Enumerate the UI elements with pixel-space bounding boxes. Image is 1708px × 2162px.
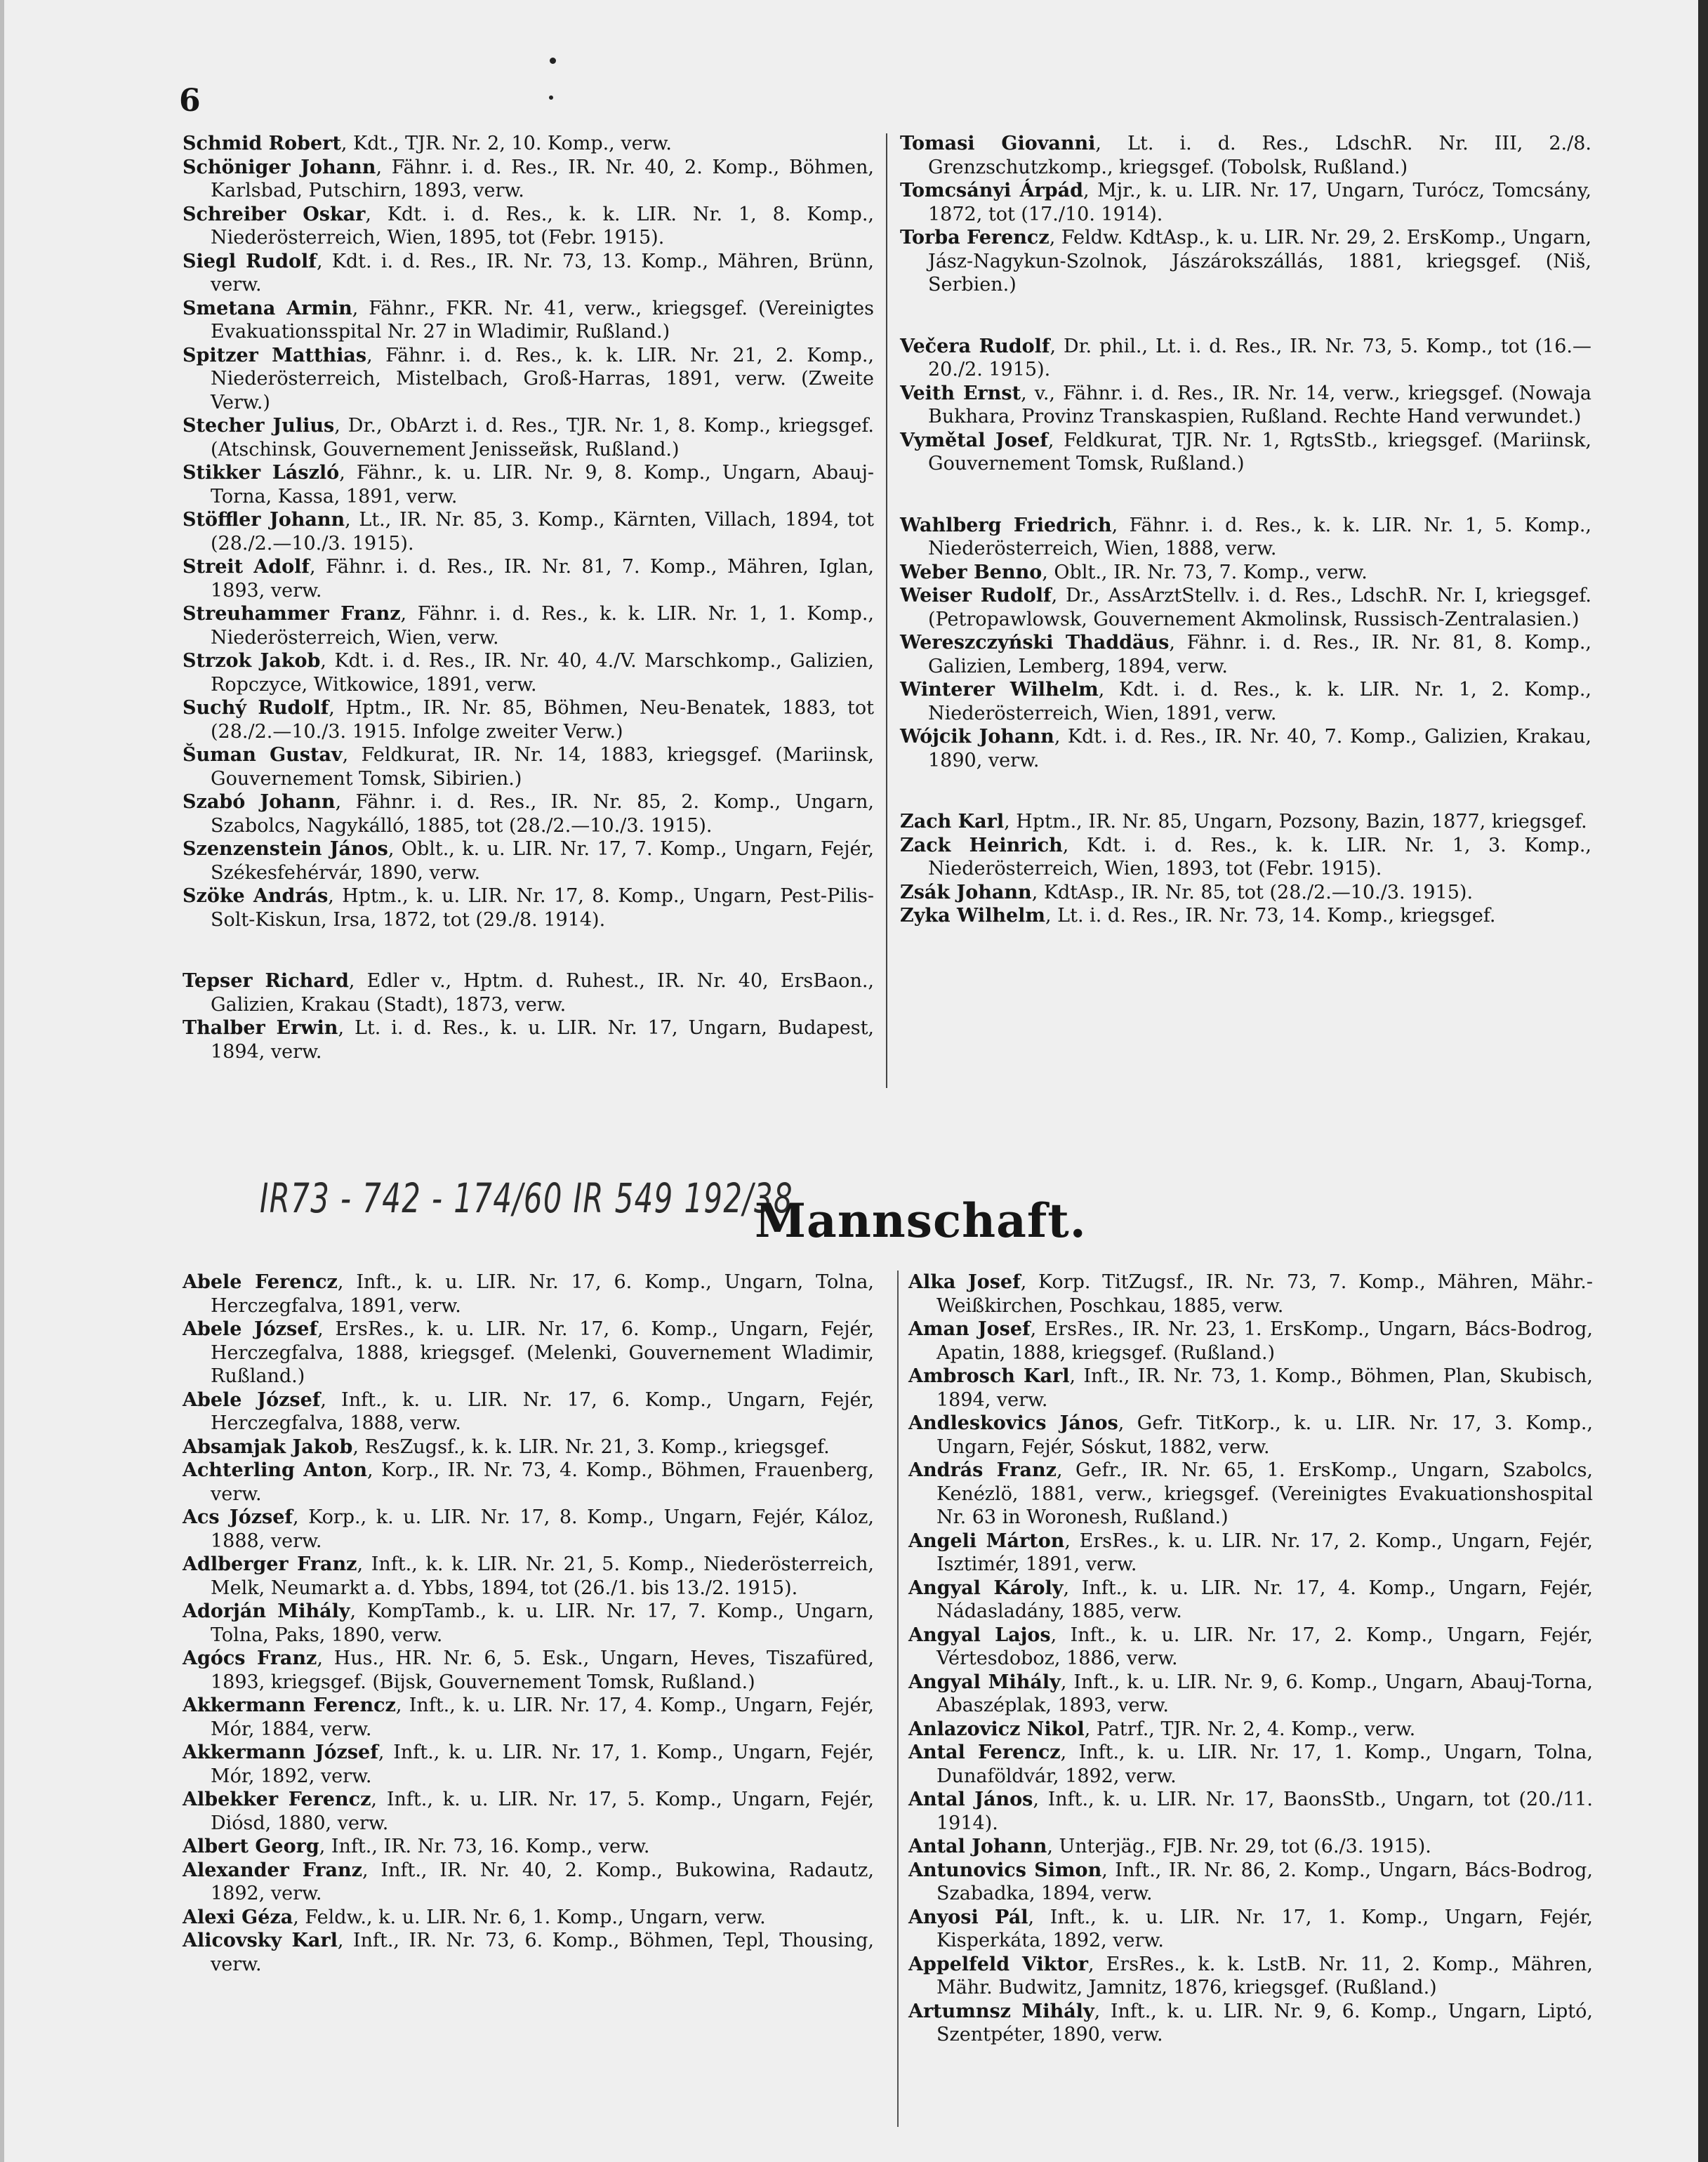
casualty-entry <box>183 1459 874 1506</box>
handwritten-note <box>256 1146 797 1251</box>
casualty-entry <box>908 1577 1593 1624</box>
entry-details: , Inft., IR. Nr. 73, 16. Komp., verw. <box>319 1836 650 1857</box>
casualty-entry <box>183 1859 874 1906</box>
casualty-entry <box>908 1859 1593 1906</box>
casualty-entry <box>183 1271 874 1318</box>
casualty-entry <box>183 1835 874 1859</box>
entry-name: Angyal Lajos <box>908 1624 1051 1646</box>
entry-name: Appelfeld Viktor <box>908 1953 1089 1975</box>
entry-name: Antunovics Simon <box>908 1859 1102 1881</box>
entry-name: Szöke András <box>183 885 329 907</box>
entry-details: , Hptm., IR. Nr. 85, Böhmen, Neu-Benatek, 1883, tot (28./2.—10./3. 1915. Infolge zweiter Verw.) <box>211 697 874 743</box>
entry-details: , Fähnr. i. d. Res., IR. Nr. 40, 2. Komp., Böhmen, Karlsbad, Putschirn, 1893, verw. <box>211 156 874 201</box>
casualty-entry <box>183 1553 874 1600</box>
entry-name: Zack Heinrich <box>900 834 1063 856</box>
entry-name: Torba Ferencz <box>900 227 1050 248</box>
entry-name: Stikker László <box>183 462 340 484</box>
entry-details: , Inft., k. u. LIR. Nr. 9, 6. Komp., Ungarn, Liptó, Szentpéter, 1890, verw. <box>936 2000 1593 2045</box>
entry-details: , Inft., IR. Nr. 86, 2. Komp., Ungarn, Bács-Bodrog, Szabadka, 1894, verw. <box>936 1859 1593 1904</box>
casualty-entry <box>183 1318 874 1388</box>
entry-details: , Dr., AssArztStellv. i. d. Res., LdschR. Nr. I, kriegsgef. (Petropawlowsk, Gouvernement Akmolinsk, Russisch-Zentralasien.) <box>928 585 1592 630</box>
entry-details: , Inft., k. k. LIR. Nr. 21, 5. Komp., Niederösterreich, Melk, Neumarkt a. d. Ybbs, 1894, tot (26./1. bis 13./2. 1915). <box>211 1553 874 1599</box>
entry-details: , Hptm., IR. Nr. 85, Ungarn, Pozsony, Bazin, 1877, kriegsgef. <box>1004 811 1587 833</box>
entry-name: Antal Johann <box>908 1836 1047 1857</box>
entry-name: Streuhammer Franz <box>183 603 401 625</box>
entry-spacer <box>900 297 1591 335</box>
entry-name: Alexander Franz <box>183 1859 362 1881</box>
entry-details: , Patrf., TJR. Nr. 2, 4. Komp., verw. <box>1084 1718 1416 1740</box>
entry-details: , Inft., IR. Nr. 40, 2. Komp., Bukowina, Radautz, 1892, verw. <box>211 1859 874 1904</box>
entry-details: , Fähnr. i. d. Res., IR. Nr. 81, 7. Komp., Mähren, Iglan, 1893, verw. <box>211 556 874 602</box>
scan-right-edge <box>1698 0 1708 2162</box>
column-divider <box>886 133 887 1088</box>
entry-spacer <box>900 476 1591 514</box>
entry-details: , Inft., k. u. LIR. Nr. 17, 6. Komp., Ungarn, Tolna, Herczegfalva, 1891, verw. <box>211 1271 874 1317</box>
casualty-entry <box>908 1530 1593 1577</box>
casualty-entry <box>908 1788 1593 1835</box>
casualty-entry <box>908 1671 1593 1718</box>
entry-details: , ResZugsf., k. k. LIR. Nr. 21, 3. Komp., kriegsgef. <box>352 1435 830 1458</box>
casualty-entry <box>183 203 874 250</box>
casualty-entry <box>900 725 1591 772</box>
casualty-entry <box>183 344 874 415</box>
casualty-entry <box>908 1906 1593 1953</box>
casualty-entry <box>900 631 1591 678</box>
entry-name: Schmid Robert <box>183 133 341 154</box>
entry-name: Alicovsky Karl <box>183 1930 338 1951</box>
entry-details: , ErsRes., k. u. LIR. Nr. 17, 2. Komp., Ungarn, Fejér, Isztimér, 1891, verw. <box>936 1530 1593 1575</box>
casualty-entry <box>183 1016 874 1063</box>
casualty-entry <box>183 743 874 790</box>
entry-name: Večera Rudolf <box>900 335 1050 357</box>
entry-details: , Kdt. i. d. Res., IR. Nr. 40, 7. Komp., Galizien, Krakau, 1890, verw. <box>928 726 1592 771</box>
entry-name: Akkermann Ferencz <box>183 1695 396 1716</box>
entry-details: , Gefr. TitKorp., k. u. LIR. Nr. 17, 3. Komp., Ungarn, Fejér, Sóskut, 1882, verw. <box>936 1412 1594 1458</box>
entry-name: Aman Josef <box>908 1318 1031 1340</box>
entry-name: Weiser Rudolf <box>900 585 1052 606</box>
entry-name: Absamjak Jakob <box>183 1435 353 1458</box>
casualty-entry <box>900 904 1591 928</box>
entry-details: , Inft., IR. Nr. 73, 1. Komp., Böhmen, Plan, Skubisch, 1894, verw. <box>936 1365 1593 1411</box>
casualty-entry <box>183 461 874 508</box>
entry-details: , Inft., k. u. LIR. Nr. 17, 1. Komp., Ungarn, Fejér, Mór, 1892, verw. <box>211 1742 874 1787</box>
casualty-entry <box>900 226 1591 297</box>
entry-spacer <box>900 772 1591 810</box>
entry-name: Angyal Mihály <box>908 1671 1061 1693</box>
entry-details: , Inft., k. u. LIR. Nr. 17, 4. Komp., Ungarn, Fejér, Nádasladány, 1885, verw. <box>936 1577 1593 1622</box>
entry-details: , Gefr., IR. Nr. 65, 1. ErsKomp., Ungarn, Szabolcs, Kenézlö, 1881, verw., kriegsgef. (Vereinigtes Evakuationshospital Nr. 63 in Woronesh, Rußland.) <box>936 1459 1594 1528</box>
casualty-entry <box>183 508 874 555</box>
entry-details: , Korp., k. u. LIR. Nr. 17, 8. Komp., Ungarn, Fejér, Káloz, 1888, verw. <box>211 1506 874 1552</box>
entry-name: Siegl Rudolf <box>183 250 317 272</box>
entry-details: , Lt. i. d. Res., IR. Nr. 73, 14. Komp., kriegsgef. <box>1045 905 1496 927</box>
entry-details: , Kdt. i. d. Res., k. k. LIR. Nr. 1, 3. Komp., Niederösterreich, Wien, 1893, tot (Febr. 1915). <box>928 834 1591 880</box>
entry-name: Agócs Franz <box>183 1647 317 1669</box>
casualty-entry <box>183 790 874 837</box>
casualty-entry <box>183 1600 874 1647</box>
entry-name: Angeli Márton <box>908 1530 1065 1552</box>
casualty-entry <box>900 335 1591 382</box>
entry-details: , Inft., k. u. LIR. Nr. 9, 6. Komp., Ungarn, Abauj-Torna, Abaszéplak, 1893, verw. <box>936 1671 1593 1716</box>
entry-name: Abele József <box>183 1388 321 1411</box>
entry-name: Weber Benno <box>900 561 1042 583</box>
entry-details: , Fähnr., k. u. LIR. Nr. 9, 8. Komp., Ungarn, Abauj-Torna, Kassa, 1891, verw. <box>211 462 874 508</box>
scan-speck <box>549 95 553 100</box>
entry-name: Wereszczyński Thaddäus <box>900 632 1170 654</box>
entry-details: , KdtAsp., IR. Nr. 85, tot (28./2.—10./3. 1915). <box>1031 881 1474 903</box>
entry-details: , Fähnr. i. d. Res., k. k. LIR. Nr. 21, 2. Komp., Niederösterreich, Mistelbach, Groß-Harras, 1891, verw. (Zweite Verw.) <box>211 344 874 413</box>
entry-name: Anlazovicz Nikol <box>908 1718 1085 1740</box>
entry-details: , Mjr., k. u. LIR. Nr. 17, Ungarn, Turócz, Tomcsány, 1872, tot (17./10. 1914). <box>928 180 1591 225</box>
scan-left-edge <box>0 0 4 2162</box>
casualty-entry <box>900 678 1591 725</box>
entry-name: Antal János <box>908 1789 1033 1810</box>
entry-details: , Lt., IR. Nr. 85, 3. Komp., Kärnten, Villach, 1894, tot (28./2.—10./3. 1915). <box>211 509 875 555</box>
casualty-entry <box>908 1412 1593 1459</box>
casualty-entry <box>900 132 1591 179</box>
entry-name: Tomasi Giovanni <box>900 133 1096 154</box>
entry-name: Abele József <box>183 1318 318 1340</box>
entry-name: Adlberger Franz <box>183 1553 357 1575</box>
casualty-entry <box>183 1506 874 1553</box>
entry-details: , Fähnr., FKR. Nr. 41, verw., kriegsgef. (Vereinigtes Evakuationsspital Nr. 27 in Wladimir, Rußland.) <box>211 297 874 343</box>
casualty-entry <box>183 1647 874 1694</box>
casualty-entry <box>183 837 874 884</box>
entry-details: , ErsRes., k. k. LstB. Nr. 11, 2. Komp., Mähren, Mähr. Budwitz, Jamnitz, 1876, kriegsgef. (Rußland.) <box>936 1953 1593 1998</box>
entry-name: Thalber Erwin <box>183 1017 338 1039</box>
casualty-entry <box>908 1741 1593 1788</box>
casualty-entry <box>908 2000 1593 2047</box>
entry-details: , Feldw. KdtAsp., k. u. LIR. Nr. 29, 2. ErsKomp., Ungarn, Jász-Nagykun-Szolnok, Jászárokszállás, 1881, kriegsgef. (Niš, Serbien.) <box>928 227 1591 296</box>
casualty-entry <box>900 429 1591 476</box>
entry-name: Alexi Géza <box>183 1906 293 1928</box>
casualty-entry <box>183 969 874 1016</box>
entry-name: Akkermann József <box>183 1742 378 1763</box>
entry-details: , Oblt., IR. Nr. 73, 7. Komp., verw. <box>1042 561 1368 583</box>
entry-name: Antal Ferencz <box>908 1742 1061 1763</box>
entry-details: , Lt. i. d. Res., LdschR. Nr. III, 2./8. Grenzschutzkomp., kriegsgef. (Tobolsk, Rußland.) <box>928 133 1591 178</box>
entry-details: , Korp. TitZugsf., IR. Nr. 73, 7. Komp., Mähren, Mähr.-Weißkirchen, Poschkau, 1885, verw. <box>936 1271 1593 1317</box>
entry-details: , KompTamb., k. u. LIR. Nr. 17, 7. Komp., Ungarn, Tolna, Paks, 1890, verw. <box>211 1600 874 1646</box>
entry-details: , Inft., k. u. LIR. Nr. 17, 1. Komp., Ungarn, Fejér, Kisperkáta, 1892, verw. <box>936 1906 1593 1951</box>
entry-name: Szenzenstein János <box>183 838 388 860</box>
entry-name: Suchý Rudolf <box>183 697 329 719</box>
casualty-entry <box>908 1318 1593 1365</box>
entry-details: , Feldkurat, IR. Nr. 14, 1883, kriegsgef. (Mariinsk, Gouvernement Tomsk, Sibirien.) <box>211 744 874 790</box>
entry-name: Anyosi Pál <box>908 1906 1028 1928</box>
entry-details: , Hptm., k. u. LIR. Nr. 17, 8. Komp., Ungarn, Pest-Pilis-Solt-Kiskun, Irsa, 1872, tot (29./8. 1914). <box>211 885 875 931</box>
casualty-entry <box>900 584 1591 631</box>
entry-details: , Inft., IR. Nr. 73, 6. Komp., Böhmen, Tepl, Thousing, verw. <box>211 1930 874 1975</box>
page-number: 6 <box>179 83 201 119</box>
entry-name: Wójcik Johann <box>900 726 1054 748</box>
entry-details: , Inft., k. u. LIR. Nr. 17, BaonsStb., Ungarn, tot (20./11. 1914). <box>936 1789 1593 1834</box>
casualty-entry <box>908 1271 1593 1318</box>
entry-details: , Dr. phil., Lt. i. d. Res., IR. Nr. 73, 5. Komp., tot (16.—20./2. 1915). <box>928 335 1591 380</box>
entry-name: Zach Karl <box>900 811 1005 833</box>
entry-name: Artumnsz Mihály <box>908 2000 1094 2022</box>
entry-details: , Unterjäg., FJB. Nr. 29, tot (6./3. 1915). <box>1047 1836 1431 1857</box>
entry-name: András Franz <box>908 1459 1057 1481</box>
entry-details: , Kdt. i. d. Res., k. k. LIR. Nr. 1, 8. Komp., Niederösterreich, Wien, 1895, tot (Febr. 1915). <box>211 203 875 248</box>
casualty-entry <box>183 1906 874 1930</box>
casualty-entry <box>900 561 1591 585</box>
entry-details: , Edler v., Hptm. d. Ruhest., IR. Nr. 40, ErsBaon., Galizien, Krakau (Stadt), 1873, verw. <box>211 970 874 1016</box>
casualty-entry <box>183 1388 874 1435</box>
casualty-entry <box>900 834 1591 881</box>
casualty-entry <box>900 810 1591 834</box>
entry-name: Spitzer Matthias <box>183 344 367 366</box>
enlisted-column-right <box>908 1271 1593 2047</box>
entry-details: , Feldw., k. u. LIR. Nr. 6, 1. Komp., Ungarn, verw. <box>293 1906 766 1928</box>
casualty-entry <box>908 1835 1593 1859</box>
casualty-entry <box>908 1718 1593 1742</box>
entry-name: Winterer Wilhelm <box>900 679 1099 701</box>
casualty-entry <box>900 179 1591 226</box>
entry-details: , Fähnr. i. d. Res., k. k. LIR. Nr. 1, 5. Komp., Niederösterreich, Wien, 1888, verw. <box>928 514 1591 559</box>
casualty-entry <box>908 1953 1593 2000</box>
entry-name: Vymětal Josef <box>900 429 1048 451</box>
entry-details: , Lt. i. d. Res., k. u. LIR. Nr. 17, Ungarn, Budapest, 1894, verw. <box>211 1017 875 1063</box>
entry-details: , Kdt. i. d. Res., IR. Nr. 40, 4./V. Marschkomp., Galizien, Ropczyce, Witkowice, 1891, verw. <box>211 650 874 696</box>
entry-details: , Korp., IR. Nr. 73, 4. Komp., Böhmen, Frauenberg, verw. <box>211 1459 874 1505</box>
casualty-entry <box>183 649 874 696</box>
entry-details: , Inft., k. u. LIR. Nr. 17, 1. Komp., Ungarn, Tolna, Dunaföldvár, 1892, verw. <box>936 1742 1593 1787</box>
handwritten-note-text: IR73 - 742 - 174/60 IR 549 192/38 <box>260 1174 793 1222</box>
entry-name: Albert Georg <box>183 1836 319 1857</box>
casualty-entry <box>183 1694 874 1741</box>
casualty-entry <box>183 132 874 156</box>
casualty-entry <box>183 414 874 461</box>
officer-column-left <box>183 132 874 1063</box>
entry-name: Acs József <box>183 1506 293 1528</box>
column-divider-lower <box>897 1271 899 2127</box>
casualty-entry <box>908 1459 1593 1530</box>
casualty-entry <box>183 555 874 602</box>
entry-name: Strzok Jakob <box>183 650 321 672</box>
entry-details: , v., Fähnr. i. d. Res., IR. Nr. 14, verw., kriegsgef. (Nowaja Bukhara, Provinz Transkaspien, Rußland. Rechte Hand verwundet.) <box>928 382 1592 427</box>
section-heading: Mannschaft. <box>755 1193 1087 1248</box>
casualty-entry <box>183 250 874 297</box>
casualty-entry <box>900 382 1591 429</box>
entry-name: Stöffler Johann <box>183 509 345 531</box>
casualty-entry <box>183 602 874 649</box>
entry-details: , Kdt., TJR. Nr. 2, 10. Komp., verw. <box>340 133 672 154</box>
entry-name: Schöniger Johann <box>183 156 376 178</box>
casualty-entry <box>183 297 874 344</box>
entry-details: , Inft., k. u. LIR. Nr. 17, 6. Komp., Ungarn, Fejér, Herczegfalva, 1888, verw. <box>211 1388 875 1434</box>
entry-details: , ErsRes., IR. Nr. 23, 1. ErsKomp., Ungarn, Bács-Bodrog, Apatin, 1888, kriegsgef. (Rußland.) <box>936 1318 1593 1364</box>
entry-details: , Kdt. i. d. Res., k. k. LIR. Nr. 1, 2. Komp., Niederösterreich, Wien, 1891, verw. <box>928 679 1591 724</box>
casualty-entry <box>183 1435 874 1459</box>
entry-name: Ambrosch Karl <box>908 1365 1070 1387</box>
entry-name: Zyka Wilhelm <box>900 905 1045 927</box>
entry-name: Adorján Mihály <box>183 1600 350 1622</box>
entry-name: Veith Ernst <box>900 382 1021 404</box>
entry-name: Albekker Ferencz <box>183 1789 371 1810</box>
entry-name: Abele Ferencz <box>183 1271 338 1293</box>
entry-details: , Fähnr. i. d. Res., IR. Nr. 81, 8. Komp., Galizien, Lemberg, 1894, verw. <box>928 632 1591 677</box>
entry-name: Šuman Gustav <box>183 744 343 766</box>
entry-name: Alka Josef <box>908 1271 1021 1293</box>
entry-name: Wahlberg Friedrich <box>900 514 1112 536</box>
entry-name: Achterling Anton <box>183 1459 367 1481</box>
casualty-entry <box>908 1365 1593 1412</box>
casualty-entry <box>183 1788 874 1835</box>
entry-details: , Kdt. i. d. Res., IR. Nr. 73, 13. Komp., Mähren, Brünn, verw. <box>211 250 874 296</box>
casualty-entry <box>908 1624 1593 1671</box>
entry-name: Zsák Johann <box>900 881 1032 903</box>
casualty-entry <box>900 881 1591 905</box>
officer-column-right <box>900 132 1591 928</box>
entry-name: Angyal Károly <box>908 1577 1064 1599</box>
casualty-entry <box>183 884 874 931</box>
entry-details: , Fähnr. i. d. Res., k. k. LIR. Nr. 1, 1. Komp., Niederösterreich, Wien, verw. <box>211 603 874 649</box>
entry-details: , Oblt., k. u. LIR. Nr. 17, 7. Komp., Ungarn, Fejér, Székesfehérvár, 1890, verw. <box>211 838 874 884</box>
entry-name: Smetana Armin <box>183 297 352 319</box>
entry-details: , Dr., ObArzt i. d. Res., TJR. Nr. 1, 8. Komp., kriegsgef. (Atschinsk, Gouvernement Jenissейsk, Rußland.) <box>211 415 874 460</box>
entry-details: , Inft., k. u. LIR. Nr. 17, 5. Komp., Ungarn, Fejér, Diósd, 1880, verw. <box>211 1789 874 1834</box>
entry-details: , Feldkurat, TJR. Nr. 1, RgtsStb., kriegsgef. (Mariinsk, Gouvernement Tomsk, Rußland.) <box>928 429 1591 475</box>
entry-name: Andleskovics János <box>908 1412 1118 1434</box>
entry-details: , Hus., HR. Nr. 6, 5. Esk., Ungarn, Heves, Tiszafüred, 1893, kriegsgef. (Bijsk, Gouvernement Tomsk, Rußland.) <box>211 1647 874 1693</box>
entry-name: Schreiber Oskar <box>183 203 366 225</box>
entry-name: Tomcsányi Árpád <box>900 180 1084 201</box>
entry-details: , ErsRes., k. u. LIR. Nr. 17, 6. Komp., Ungarn, Fejér, Herczegfalva, 1888, kriegsgef. (Melenki, Gouvernement Wladimir, Rußland.) <box>211 1318 874 1387</box>
entry-name: Szabó Johann <box>183 791 336 813</box>
casualty-entry <box>183 156 874 203</box>
entry-details: , Inft., k. u. LIR. Nr. 17, 2. Komp., Ungarn, Fejér, Vértesdoboz, 1886, verw. <box>936 1624 1593 1669</box>
casualty-entry <box>183 696 874 743</box>
entry-name: Stecher Julius <box>183 415 335 437</box>
casualty-entry <box>183 1929 874 1976</box>
entry-spacer <box>183 931 874 969</box>
entry-name: Streit Adolf <box>183 556 310 578</box>
casualty-entry <box>900 514 1591 561</box>
entry-name: Tepser Richard <box>183 970 349 992</box>
scan-speck <box>550 58 556 64</box>
entry-details: , Inft., k. u. LIR. Nr. 17, 4. Komp., Ungarn, Fejér, Mór, 1884, verw. <box>211 1695 874 1740</box>
casualty-entry <box>183 1741 874 1788</box>
enlisted-column-left <box>183 1271 874 1976</box>
entry-details: , Fähnr. i. d. Res., IR. Nr. 85, 2. Komp., Ungarn, Szabolcs, Nagykálló, 1885, tot (28./2.—10./3. 1915). <box>211 791 874 837</box>
